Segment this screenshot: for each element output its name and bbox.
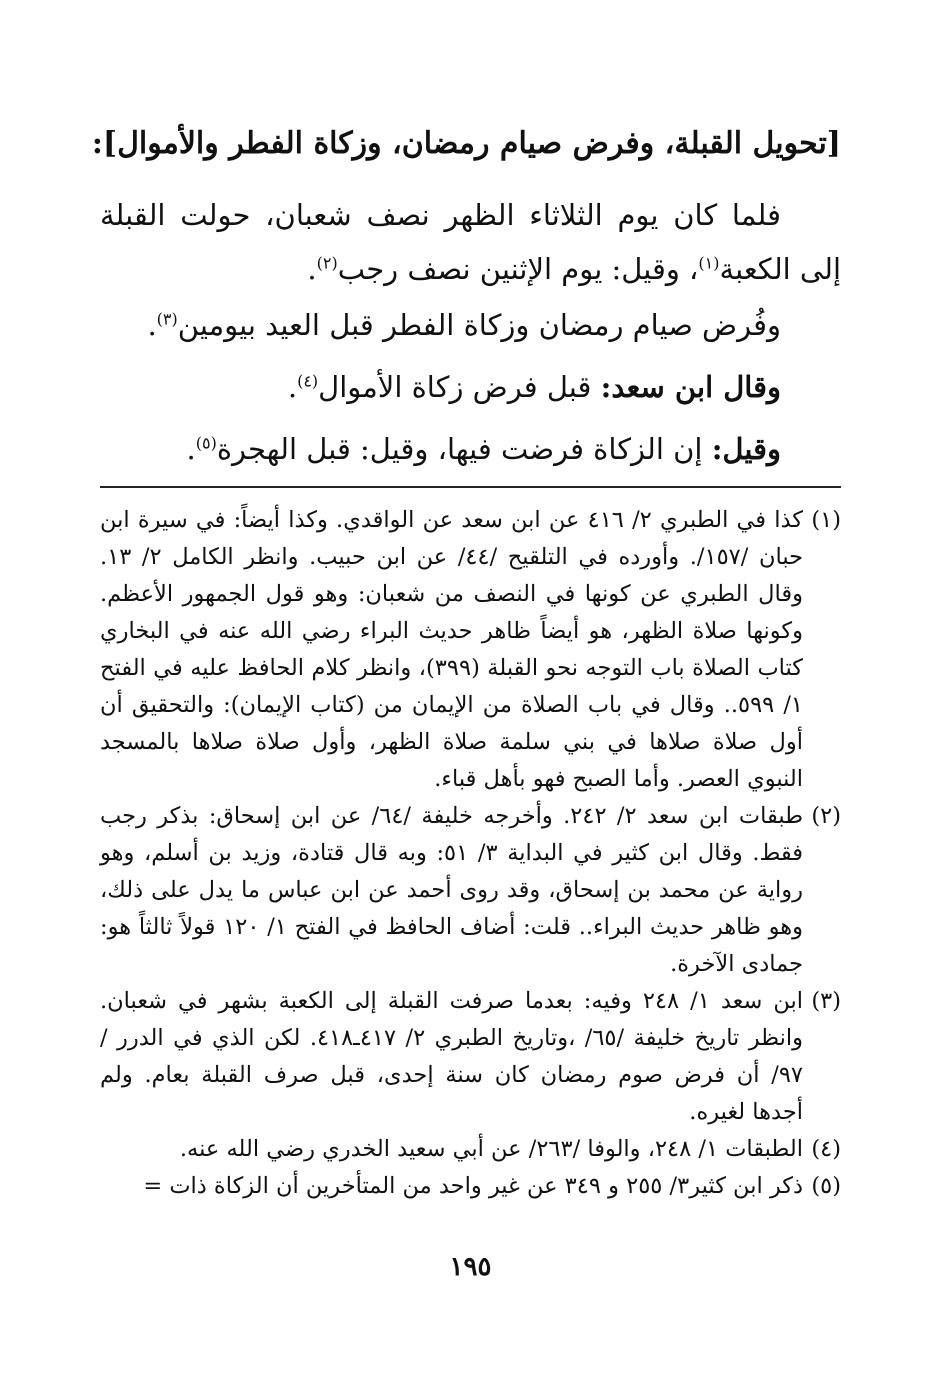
footnote-ref-5: (٥) — [195, 433, 217, 453]
footnote-ref-4: (٤) — [297, 371, 319, 391]
footnote-divider — [100, 486, 841, 488]
footnote-text: طبقات ابن سعد ٢/ ٢٤٢. وأخرجه خليفة /٦٤/ عن ابن إسحاق: بذكر رجب فقط. وقال ابن كثير في البداية ٣/ ٥١: وبه قال قتادة، وزيد بن أسلم، وهو رواية عن محمد بن إسحاق، وقد روى أحمد عن ابن عباس ما يدل على ذلك، وهو ظاهر حديث البراء.. قلت: أضاف الحافظ في الفتح ١/ ١٢٠ قولاً ثالثاً هو: جمادى الآخرة. — [100, 803, 804, 977]
paragraph-lead: وقيل: — [711, 432, 781, 466]
footnote-ref-3: (٣) — [156, 309, 178, 329]
footnote-text: الطبقات ١/ ٢٤٨، والوفا /٢٦٣/ عن أبي سعيد الخدري رضي الله عنه. — [179, 1136, 803, 1162]
paragraph-text: قبل فرض زكاة الأموال — [318, 370, 601, 404]
paragraph-ibn-saad — [100, 360, 841, 414]
footnote-number: (٤) — [811, 1136, 841, 1162]
paragraph-ramadan-fasting — [100, 298, 841, 352]
paragraph-text: إن الزكاة فرضت فيها، وقيل: قبل الهجرة — [216, 432, 712, 466]
paragraph-end: . — [186, 432, 196, 466]
paragraph-end: . — [287, 370, 298, 404]
footnote-ref-1: (١) — [698, 253, 720, 273]
paragraph-text: ، وقيل: يوم الإثنين نصف رجب — [337, 252, 699, 286]
footnote-1 — [100, 502, 841, 798]
paragraph-zakat-opinion — [100, 422, 841, 476]
footnote-number: (٥) — [811, 1173, 841, 1199]
paragraph-text: فلما كان يوم الثلاثاء الظهر نصف شعبان، حولت القبلة إلى الكعبة — [100, 198, 841, 286]
footnote-number: (١) — [811, 507, 841, 533]
section-heading: [تحويل القبلة، وفرض صيام رمضان، وزكاة الفطر والأموال]: — [91, 126, 841, 161]
footnote-text: ذكر ابن كثير٣/ ٢٥٥ و ٣٤٩ عن غير واحد من المتأخرين أن الزكاة ذات = — [143, 1173, 803, 1199]
page-number: ١٩٥ — [449, 1252, 492, 1282]
footnote-text: كذا في الطبري ٢/ ٤١٦ عن ابن سعد عن الواقدي. وكذا أيضاً: في سيرة ابن حبان /١٥٧/. وأورده في التلقيح /٤٤/ عن ابن حبيب. وانظر الكامل ٢/ ١٣. وقال الطبري عن كونها في النصف من شعبان: وهو قول الجمهور الأعظم. وكونها صلاة الظهر، هو أيضاً ظاهر حديث البراء رضي الله عنه في البخاري كتاب الصلاة باب التوجه نحو القبلة (٣٩٩)، وانظر كلام الحافظ عليه في الفتح ١/ ٥٩٩.. وقال في باب الصلاة من الإيمان من (كتاب الإيمان): والتحقيق أن أول صلاة صلاها في بني سلمة صلاة الظهر، وأول صلاة صلاها بالمسجد النبوي العصر. وأما الصبح فهو بأهل قباء. — [100, 507, 804, 792]
paragraph-end: . — [147, 308, 157, 342]
footnote-number: (٢) — [811, 803, 841, 829]
footnote-text: ابن سعد ١/ ٢٤٨ وفيه: بعدما صرفت القبلة إلى الكعبة بشهر في شعبان. وانظر تاريخ خليفة /٦٥/ ،وتاريخ الطبري ٢/ ٤١٧ـ٤١٨. لكن الذي في الدرر /٩٧/ أن فرض صوم رمضان كان سنة إحدى، قبل صرف القبلة بعام. ولم أجدها لغيره. — [100, 988, 803, 1125]
paragraph-end: . — [307, 252, 317, 286]
footnote-3 — [100, 983, 841, 1131]
paragraph-qibla-change — [100, 188, 841, 296]
footnote-ref-2: (٢) — [316, 253, 338, 273]
paragraph-text: وفُرض صيام رمضان وزكاة الفطر قبل العيد بيومين — [177, 308, 781, 342]
footnote-2 — [100, 798, 841, 983]
footnotes — [100, 502, 841, 1205]
paragraph-lead: وقال ابن سعد: — [600, 370, 781, 404]
footnote-number: (٣) — [811, 988, 841, 1014]
footnote-4 — [100, 1131, 841, 1168]
footnote-5 — [100, 1168, 841, 1205]
